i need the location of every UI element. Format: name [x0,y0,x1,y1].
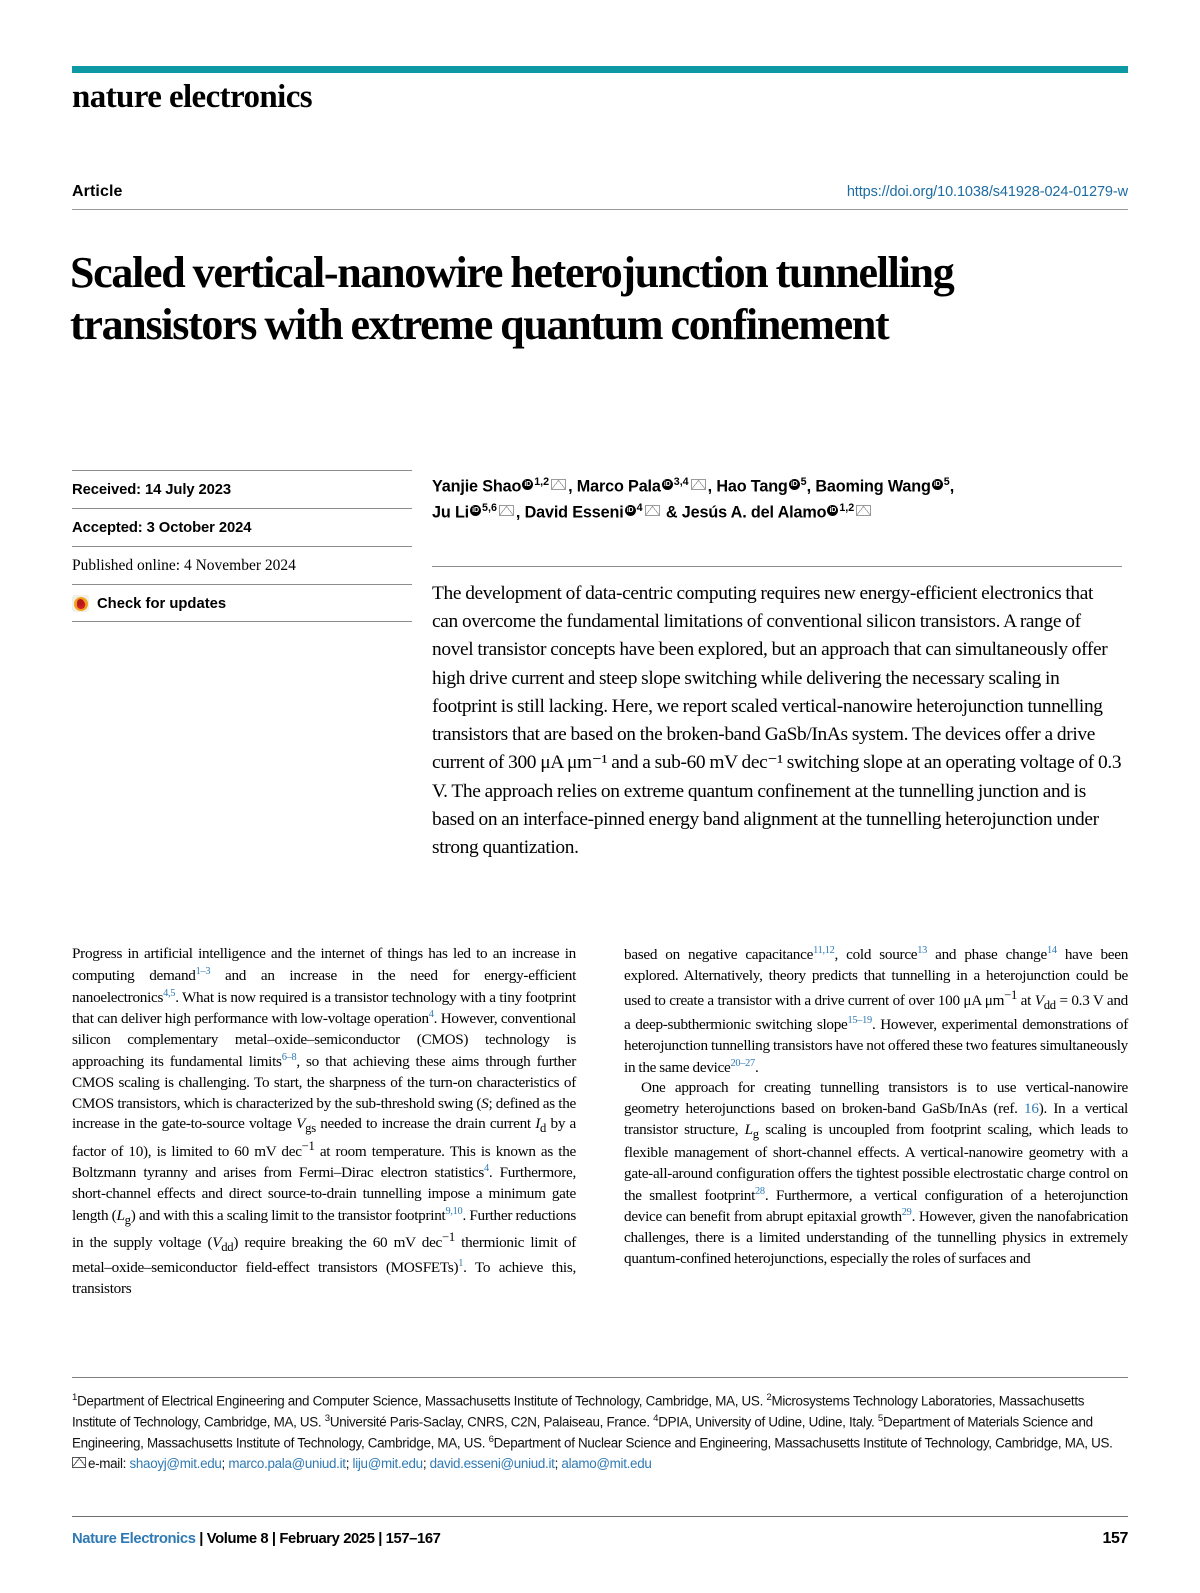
check-for-updates-row[interactable] [72,584,412,622]
orcid-icon[interactable] [932,479,943,490]
orcid-icon[interactable] [789,479,800,490]
orcid-icon[interactable] [662,479,673,490]
brand-accent-bar [72,66,1128,73]
author-name: Baoming Wang [815,477,931,496]
published-row [72,546,412,584]
footer-journal-name[interactable]: Nature Electronics [72,1531,196,1547]
email-icon[interactable] [691,479,706,490]
affiliation-marker: 5 [943,476,950,488]
body-column-left [72,944,576,1299]
email-icon[interactable] [645,505,660,516]
author-name: Jesús A. del Alamo [681,502,827,521]
footer-volume-info: | Volume 8 | February 2025 | 157–167 [195,1531,441,1547]
email-icon[interactable] [499,505,514,516]
article-metadata-rail [72,470,412,622]
paragraph: One approach for creating tunnelling transistors is to use vertical-nanowire geometry heterojunctions based on broken-band GaSb/InAs (ref. 16). In a vertical transistor structure, $L_g$ scaling is uncoupled from footprint scaling, which leads to flexible management of short-channel effects. A vertical-nanowire geometry with a gate-all-around configuration offers the tightest possible electrostatic charge control on the smallest footprint$^{28}$. Furthermore, a vertical configuration of a heterojunction device can benefit from abrupt epitaxial growth$^{29}$. However, given the nanofabrication challenges, there is a limited understanding of the tunnelling physics in extremely quantum-confined heterojunctions, especially the roles of surfaces and [624,1079,1129,1268]
article-type-label: Article [72,183,123,200]
body-columns [72,944,1128,1299]
paragraph: based on negative capacitance$^{11,12}$, cold source$^{13}$ and phase change$^{14}$ have been explored. Alternatively, theory predicts that tunnelling in a heterojunction could be used to create a transistor with a drive current of over 100 μA $\mu m^{-1}$ at $V_{dd} = 0.3$ V and a deep-subthermionic switching slope$^{15-19}$. However, experimental demonstrations of heterojunction tunnelling transistors have not offered these two features simultaneously in the same device$^{20-27}$. [624,945,1129,1076]
orcid-icon[interactable] [470,505,481,516]
author-name: Marco Pala [576,477,661,496]
page-number: 157 [1102,1530,1128,1547]
author-line-2: Ju Li iD $^{5,6}$ , David Esseni iD $^4$ & Jesús A. del Alamo iD $^{1,2}$ [432,500,1122,526]
check-for-updates-label: Check for updates [97,595,227,612]
email-icon[interactable] [551,479,566,490]
affiliation-marker: 5,6 [482,501,497,514]
author-name: Ju Li [432,502,470,521]
orcid-icon[interactable] [522,479,533,490]
orcid-icon[interactable] [625,505,636,516]
paragraph: Progress in artificial intelligence and the internet of things has led to an increase in computing demand$^{1-3}$ and an increase in the need for energy-efficient nanoelectronics$^{4,5}$. What is now required is a transistor technology with a tiny footprint that can deliver high performance with low-voltage operation$^4$. However, conventional silicon complementary metal–oxide–semiconductor (CMOS) technology is approaching its fundamental limits$^{6-8}$, so that achieving these aims through further CMOS scaling is challenging. To start, the sharpness of the turn-on characteristics of CMOS transistors, which is characterized by the sub-threshold swing (S; defined as the increase in the gate-to-source voltage $V_{gs}$ needed to increase the drain current $I_d$ by a factor of 10), is limited to 60 mV dec$^{-1}$ at room temperature. This is known as the Boltzmann tyranny and arises from Fermi–Dirac electron statistics$^4$. Furthermore, short-channel effects and direct source-to-drain tunnelling impose a minimum gate length $(L_g)$ and with this a scaling limit to the transistor footprint$^{9,10}$. Further reductions in the supply voltage $(V_{dd})$ require breaking the 60 mV dec$^{-1}$ thermionic limit of metal–oxide–semiconductor field-effect transistors (MOSFETs)$^1$. To achieve this, transistors [72,945,577,1297]
journal-masthead: nature electronics [72,79,313,115]
doi-link[interactable]: https://doi.org/10.1038/s41928-024-01279-w [846,184,1128,200]
published-date: Published online: 4 November 2024 [72,557,296,574]
abstract: The development of data-centric computing requires new energy-efficient electronics that can overcome the fundamental limitations of conventional silicon transistors. A range of novel transistor concepts have been explored, but an approach that can simultaneously offer high drive current and steep slope switching while delivering the necessary scaling in footprint is still lacking. Here, we report scaled vertical-nanowire heterojunction tunnelling transistors that are based on the broken-band GaSb/InAs system. The devices offer a drive current of 300 μA μm⁻¹ and a sub-60 mV dec⁻¹ switching slope at an operating voltage of 0.3 V. The approach relies on extreme quantum confinement at the tunnelling junction and is based on an interface-pinned energy band alignment at the tunnelling heterojunction under strong quantization. [432,566,1122,862]
accepted-date: Accepted: 3 October 2024 [72,520,252,536]
received-row [72,470,412,508]
accepted-row [72,508,412,546]
author-line-1: Yanjie Shao iD $^{1,2}$ , Marco Pala iD $^{3,4}$ , Hao Tang iD $^5$, Baoming Wang iD $^5$, [432,474,1122,500]
affiliation-marker: 5 [800,476,807,488]
affiliation-marker: 4 [636,501,643,514]
footer-citation [72,1531,441,1547]
author-name: Hao Tang [716,477,788,496]
crossmark-icon [72,595,89,612]
author-list [432,474,1122,525]
author-name: David Esseni [524,502,624,521]
page-title: Scaled vertical-nanowire heterojunction tunnelling transistors with extreme quantum confinement [70,248,954,349]
received-date: Received: 14 July 2023 [72,482,232,498]
author-name: Yanjie Shao [432,477,522,496]
body-column-right [624,944,1128,1299]
affiliation-marker: 1,2 [534,476,550,488]
page-footer [72,1516,1128,1548]
affiliations-and-contact: $^1$Department of Electrical Engineering and Computer Science, Massachusetts Institute of Technology, Cambridge, MA, US. $^2$Microsystems Technology Laboratories, Massachusetts Institute of Technology, Cambridge, MA, US. $^3$Université Paris-Saclay, CNRS, C2N, Palaiseau, France. $^4$DPIA, University of Udine, Udine, Italy. $^5$Department of Materials Science and Engineering, Massachusetts Institute of Technology, Cambridge, MA, US. $^6$Department of Nuclear Science and Engineering, Massachusetts Institute of Technology, Cambridge, MA, US. e-mail: shaoyj@mit.edu; marco.pala@uniud.it; liju@mit.edu; david.esseni@uniud.it; alamo@mit.edu [72,1377,1128,1474]
orcid-icon[interactable] [827,505,838,516]
affiliation-marker: 3,4 [673,476,689,488]
email-icon[interactable] [856,505,871,516]
affiliation-marker: 1,2 [839,501,855,514]
article-type-row [72,183,1128,210]
